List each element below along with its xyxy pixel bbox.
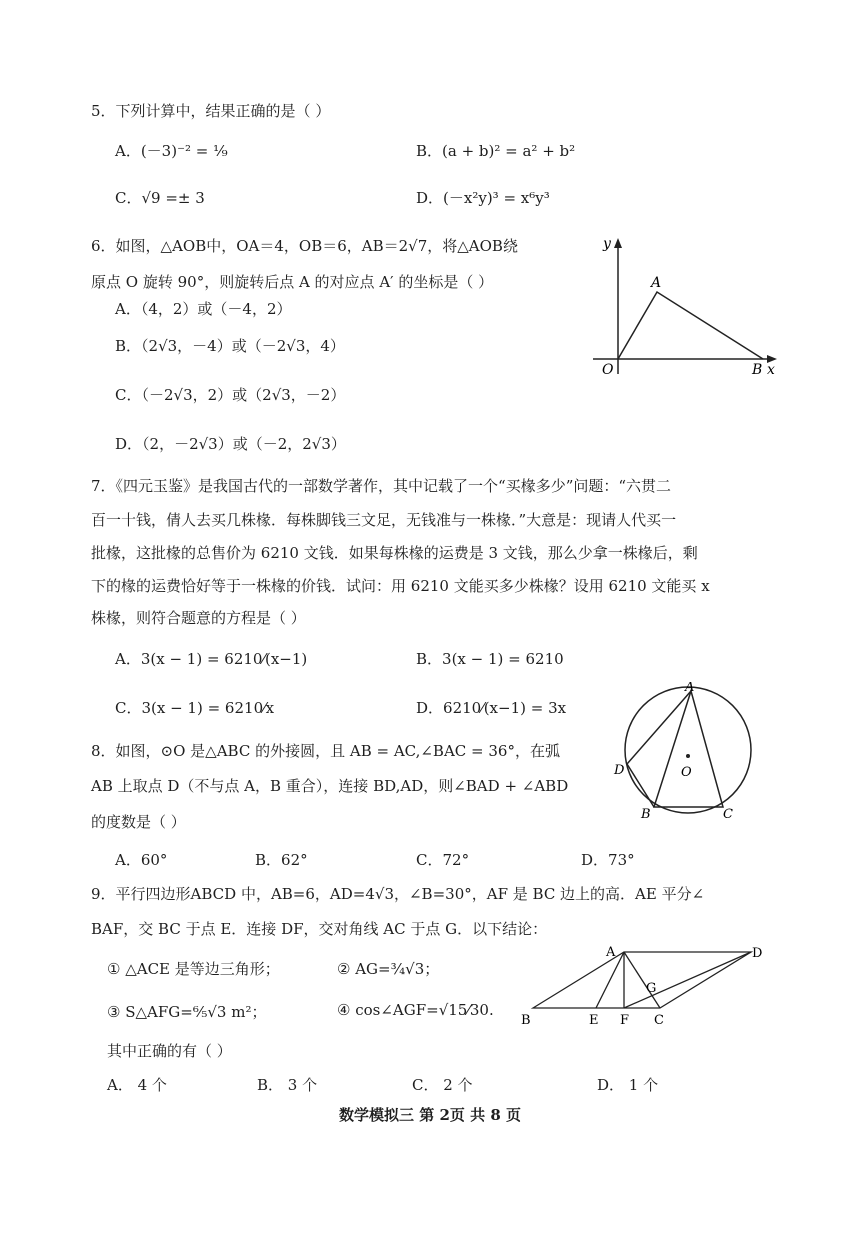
q7-option-c: C．3(x − 1) = 6210⁄x [115, 699, 275, 717]
q9-ask: 其中正确的有（ ） [107, 1042, 232, 1060]
q9-option-a: A． 4 个 [107, 1076, 167, 1094]
q6-y-arrow-icon [614, 238, 622, 248]
q9-label-e: E [589, 1013, 599, 1028]
q9-conclusion-4: ④ cos∠AGF=√15⁄30. [337, 1001, 494, 1019]
q9-label-b: B [521, 1013, 531, 1028]
q6-figure [585, 232, 785, 382]
q8-option-d: D．73° [581, 851, 635, 869]
q5-option-b: B．(a + b)² = a² + b² [416, 142, 576, 160]
q8-label-c: C [723, 807, 733, 822]
q8-option-b: B．62° [255, 851, 308, 869]
q8-figure [612, 682, 762, 822]
q9-label-d: D [752, 946, 763, 961]
q9-conclusion-2: ② AG=¾√3； [337, 960, 440, 978]
q6-line1: 6．如图，△AOB中，OA＝4，OB＝6，AB＝2√7，将△AOB绕 [91, 237, 518, 255]
q6-label-b: B [752, 362, 763, 378]
q7-option-b: B．3(x − 1) = 6210 [416, 650, 564, 668]
q6-label-x: x [767, 362, 775, 378]
q5-stem: 5．下列计算中，结果正确的是（ ） [91, 102, 331, 120]
q8-label-o: O [681, 765, 692, 780]
q9-conclusion-1: ① △ACE 是等边三角形； [107, 960, 280, 978]
q9-option-b: B． 3 个 [257, 1076, 318, 1094]
q7-line5: 株椽，则符合题意的方程是（ ） [91, 609, 306, 627]
q6-option-a: A．（4，2）或（－4，2） [115, 300, 292, 318]
q5-option-d: D．(－x²y)³ = x⁶y³ [416, 189, 550, 207]
q8-line2: AB 上取点 D（不与点 A，B 重合），连接 BD,AD，则∠BAD + ∠ABD [91, 777, 569, 795]
q9-line2: BAF，交 BC 于点 E．连接 DF，交对角线 AC 于点 G．以下结论： [91, 920, 548, 938]
q7-line3: 批椽，这批椽的总售价为 6210 文钱．如果每株椽的运费是 3 文钱，那么少拿一株椽后，剩 [91, 544, 698, 562]
q6-option-c: C．（－2√3，2）或（2√3，－2） [115, 386, 346, 404]
q9-label-a: A [606, 945, 616, 960]
q9-label-f: F [620, 1013, 630, 1028]
q6-label-a: A [651, 275, 662, 291]
q5-option-c: C．√9 =± 3 [115, 189, 205, 207]
q8-line3: 的度数是（ ） [91, 813, 186, 831]
q7-line4: 下的椽的运费恰好等于一株椽的价钱．试问：用 6210 文能买多少株椽？设用 6210 文能买 x [91, 577, 710, 595]
q8-triangle-abc [654, 691, 723, 807]
q6-option-d: D．（2，－2√3）或（－2，2√3） [115, 435, 346, 453]
q9-option-c: C． 2 个 [412, 1076, 473, 1094]
q6-line2: 原点 O 旋转 90°，则旋转后点 A 的对应点 A′ 的坐标是（ ） [91, 273, 494, 291]
page-footer: 数学模拟三 第 2页 共 8 页 [339, 1106, 521, 1124]
q8-line1: 8．如图，⊙O 是△ABC 的外接圆，且 AB = AC,∠BAC = 36°，在弧 [91, 742, 560, 760]
q9-conclusion-3: ③ S△AFG=⁶⁄₅√3 m²； [107, 1003, 267, 1021]
q7-line2: 百一十钱，倩人去买几株椽．每株脚钱三文足，无钱准与一株椽．”大意是：现请人代买一 [91, 511, 677, 529]
q9-label-c: C [654, 1013, 664, 1028]
q9-line1: 9．平行四边形ABCD 中，AB=6，AD=4√3，∠B=30°，AF 是 BC 边上的高．AE 平分∠ [91, 885, 705, 903]
q6-triangle-aob [618, 292, 763, 359]
q9-segment-df [624, 952, 751, 1008]
q8-center-point [686, 754, 690, 758]
q7-option-d: D．6210⁄(x−1) = 3x [416, 699, 567, 717]
q5-option-a: A．(－3)⁻² = ¹⁄₉ [115, 142, 228, 160]
q6-label-y: y [603, 236, 611, 252]
q8-circle-o [625, 687, 751, 813]
q7-option-a: A．3(x − 1) = 6210⁄(x−1) [115, 650, 308, 668]
q8-label-b: B [641, 807, 651, 822]
q6-option-b: B．（2√3，－4）或（－2√3，4） [115, 337, 345, 355]
q8-label-d: D [614, 763, 625, 778]
q6-label-o: O [602, 362, 614, 378]
q8-label-a: A [685, 682, 695, 695]
q9-figure [517, 940, 767, 1030]
q9-label-g: G [646, 981, 657, 996]
q8-option-c: C．72° [416, 851, 470, 869]
q7-line1: 7．《四元玉鉴》是我国古代的一部数学著作，其中记载了一个“买椽多少”问题：“六贯二 [91, 477, 672, 495]
q8-option-a: A．60° [115, 851, 168, 869]
q9-option-d: D． 1 个 [597, 1076, 659, 1094]
